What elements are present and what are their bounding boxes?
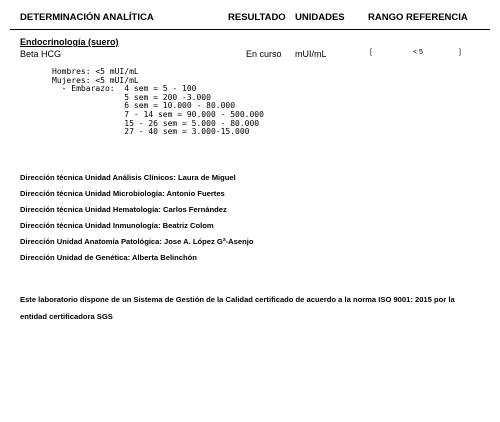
reference-line: 6 sem = 10.000 - 80.000: [52, 101, 236, 111]
col-header-test: DETERMINACIÓN ANALÍTICA: [20, 12, 154, 23]
test-row: [0, 49, 500, 61]
section-title: Endocrinología (suero): [20, 37, 119, 47]
test-units: mUI/mL: [295, 49, 327, 59]
test-name: Beta HCG: [20, 49, 62, 59]
reference-line: 7 - 14 sem = 90.000 - 500.000: [52, 109, 264, 119]
reference-line: Hombres: <5 mUI/mL: [52, 67, 139, 76]
test-result: En curso: [246, 49, 282, 59]
header-divider: [10, 29, 490, 30]
range-value: < 5: [413, 49, 423, 56]
director-line: Dirección Unidad de Genética: Alberta Belinchón: [20, 253, 197, 262]
reference-line: 5 sem = 200 -3.000: [52, 92, 211, 102]
range-open-bracket: [: [370, 49, 372, 56]
director-line: Dirección técnica Unidad Hematología: Carlos Fernández: [20, 205, 227, 214]
certification-line-2: entidad certificadora SGS: [20, 312, 113, 321]
certification-line-1: Este laboratorio dispone de un Sistema de Gestión de la Calidad certificado de acuerdo a la norma ISO 9001: 2015 por la: [20, 295, 455, 304]
certification-note: [20, 291, 500, 325]
director-line: Dirección técnica Unidad Inmunología: Beatriz Colom: [20, 221, 214, 230]
director-line: Dirección técnica Unidad Microbiología: Antonio Fuertes: [20, 189, 225, 198]
col-header-result: RESULTADO: [228, 12, 286, 23]
reference-line: Mujeres: <5 mUI/mL: [52, 75, 139, 85]
range-close-bracket: ]: [459, 49, 461, 56]
reference-line: - Embarazo: 4 sem = 5 - 100: [52, 84, 197, 94]
directors-list: [20, 170, 253, 266]
reference-line: 15 - 26 sem = 5.000 - 80.000: [52, 118, 260, 128]
col-header-range: RANGO REFERENCIA: [368, 12, 468, 23]
reference-line: 27 - 40 sem = 3.000-15.000: [52, 127, 250, 137]
col-header-units: UNIDADES: [295, 12, 345, 23]
table-header: [0, 10, 500, 26]
director-line: Dirección Unidad Anatomía Patológica: Jose A. López Gª-Asenjo: [20, 237, 254, 246]
reference-values-block: [52, 68, 264, 137]
director-line: Dirección técnica Unidad Análisis Clínicos: Laura de Miguel: [20, 173, 236, 182]
